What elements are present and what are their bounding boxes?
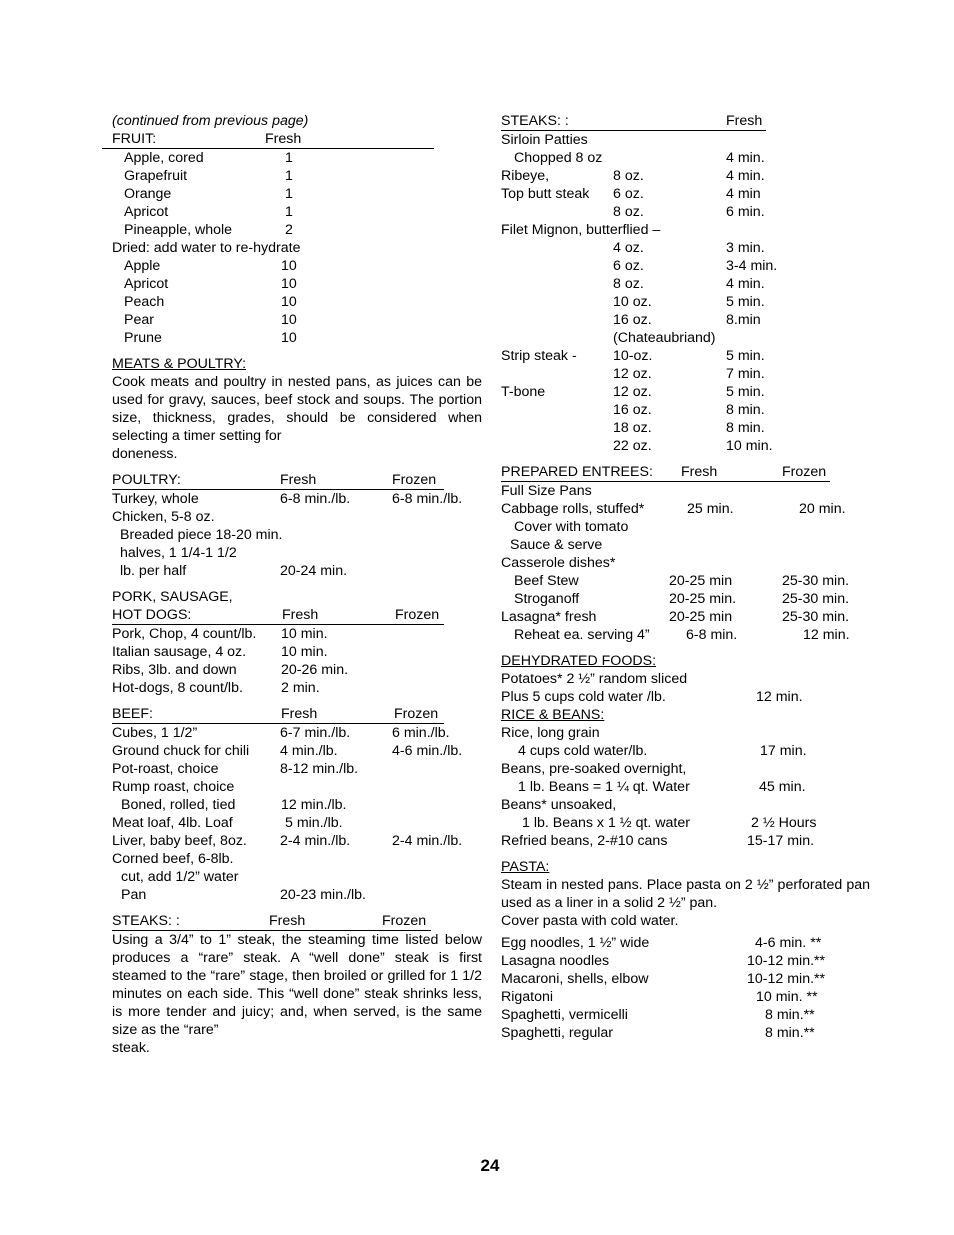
table-row: 4 oz. 3 min. [613, 240, 765, 256]
table-row: Ground chuck for chili 4 min./lb. 4-6 min./lb. [112, 743, 463, 759]
table-row: Macaroni, shells, elbow 10-12 min.** [501, 971, 826, 987]
page-number: 24 [480, 1156, 500, 1175]
entrees-header: PREPARED ENTREES: Fresh Frozen [501, 463, 830, 482]
table-row: 1 lb. Beans = 1 ¼ qt. Water 45 min. [518, 779, 806, 795]
table-row: Potatoes* 2 ½” random sliced [501, 671, 688, 687]
pork-header-line1: PORK, SAUSAGE, [112, 589, 233, 605]
table-row: 8 oz. 4 min. [613, 276, 765, 292]
steaks-header-left: STEAKS: : Fresh Frozen [112, 912, 431, 931]
beef-header: BEEF: Fresh Frozen [112, 705, 444, 724]
table-row: cut, add 1/2” water [121, 869, 239, 885]
table-row: Hot-dogs, 8 count/lb. 2 min. [112, 680, 320, 696]
table-row: Pan 20-23 min./lb. [121, 887, 366, 903]
poultry-header: POULTRY: Fresh Frozen [112, 471, 444, 490]
table-row: 22 oz. 10 min. [613, 438, 773, 454]
steaks-header-right: STEAKS: : Fresh [501, 112, 766, 131]
table-row: 4 cups cold water/lb. 17 min. [518, 743, 807, 759]
table-row: Beef Stew 20-25 min 25-30 min. [514, 573, 850, 589]
meats-paragraph: Cook meats and poultry in nested pans, as juices can be used for gravy, sauces, beef stock and soups. The portion size, thickness, grades, should be considered when selecting a timer setting for [112, 374, 482, 444]
table-row: Casserole dishes* [501, 555, 616, 571]
table-row: Corned beef, 6-8lb. [112, 851, 234, 867]
table-row: Breaded piece 18-20 min. [120, 527, 283, 543]
table-row: Grapefruit 1 [124, 168, 293, 184]
table-row: Pear 10 [124, 312, 297, 328]
continued-note: (continued from previous page) [112, 113, 309, 129]
table-row: 6 oz. 3-4 min. [613, 258, 778, 274]
table-row: Lasagna noodles 10-12 min.** [501, 953, 826, 969]
table-row: Orange 1 [124, 186, 293, 202]
table-row: (Chateaubriand) [613, 330, 716, 346]
table-row: Rice, long grain [501, 725, 600, 741]
table-row: Beans* unsoaked, [501, 797, 617, 813]
table-row: Filet Mignon, butterflied – [501, 222, 661, 238]
fruit-fresh-header: Fresh [265, 131, 302, 147]
table-row: Spaghetti, vermicelli 8 min.** [501, 1007, 815, 1023]
table-row: 10 oz. 5 min. [613, 294, 765, 310]
right-column [501, 112, 873, 1042]
table-row: Refried beans, 2-#10 cans 15-17 min. [501, 833, 815, 849]
table-row: Peach 10 [124, 294, 297, 310]
table-row: Apricot 1 [124, 204, 293, 220]
dehydrated-title: DEHYDRATED FOODS: [501, 653, 657, 669]
table-row: Chopped 8 oz 4 min. [514, 150, 765, 166]
table-row: Ribs, 3lb. and down 20-26 min. [112, 662, 349, 678]
table-row: Chicken, 5-8 oz. [112, 509, 215, 525]
fruit-header [102, 130, 434, 149]
table-row: Italian sausage, 4 oz. 10 min. [112, 644, 328, 660]
meats-paragraph-end: doneness. [112, 446, 178, 462]
table-row: Cubes, 1 1/2” 6-7 min./lb. 6 min./lb. [112, 725, 450, 741]
table-row: Beans, pre-soaked overnight, [501, 761, 687, 777]
table-row: Stroganoff 20-25 min. 25-30 min. [514, 591, 850, 607]
table-row: Sirloin Patties [501, 132, 588, 148]
table-row: 1 lb. Beans x 1 ½ qt. water 2 ½ Hours [522, 815, 817, 831]
table-row: 16 oz. 8 min. [613, 402, 765, 418]
table-row: Prune 10 [124, 330, 297, 346]
table-row: Egg noodles, 1 ½” wide 4-6 min. ** [501, 935, 822, 951]
fruit-title: FRUIT: [112, 131, 157, 147]
table-row: Meat loaf, 4lb. Loaf 5 min./lb. [112, 815, 343, 831]
meats-title: MEATS & POULTRY: [112, 356, 247, 372]
table-row: 8 oz. 6 min. [613, 204, 765, 220]
steaks-paragraph-end: steak. [112, 1040, 150, 1056]
table-row: Lasagna* fresh 20-25 min 25-30 min. [501, 609, 850, 625]
table-row: Boned, rolled, tied 12 min./lb. [121, 797, 347, 813]
table-row: Spaghetti, regular 8 min.** [501, 1025, 815, 1041]
steaks-paragraph: Using a 3/4” to 1” steak, the steaming time listed below produces a “rare” steak. A “well done” steak is first steamed to the “rare” stage, then broiled or grilled for 1 1/2 minutes on each side. This “well done” steak shrinks less, is more tender and juicy; and, when served, is the same size as the “rare” [112, 932, 482, 1038]
pasta-paragraph: Steam in nested pans. Place pasta on 2 ½” perforated pan used as a liner in a solid 2 ½” pan. [501, 877, 870, 911]
table-row: Ribeye, 8 oz. 4 min. [501, 168, 765, 184]
table-row: Apricot 10 [124, 276, 297, 292]
table-row: Reheat ea. serving 4” 6-8 min. 12 min. [514, 627, 850, 643]
pasta-title: PASTA: [501, 859, 550, 875]
rice-title: RICE & BEANS: [501, 707, 605, 723]
table-row: Cabbage rolls, stuffed* 25 min. 20 min. [501, 501, 846, 517]
table-row: 16 oz. 8.min [613, 312, 761, 328]
pork-header: HOT DOGS: Fresh Frozen [112, 606, 444, 625]
table-row: Turkey, whole 6-8 min./lb. 6-8 min./lb. [112, 491, 463, 507]
table-row: Plus 5 cups cold water /lb. 12 min. [501, 689, 803, 705]
table-row: Full Size Pans [501, 483, 592, 499]
table-row: 12 oz. 7 min. [613, 366, 765, 382]
table-row: halves, 1 1/4-1 1/2 [120, 545, 237, 561]
table-row: lb. per half 20-24 min. [120, 563, 348, 579]
table-row: 18 oz. 8 min. [613, 420, 765, 436]
table-row: Sauce & serve [510, 537, 603, 553]
table-row: T-bone 12 oz. 5 min. [501, 384, 765, 400]
table-row: Cover with tomato [514, 519, 629, 535]
table-row: Apple 10 [124, 258, 297, 274]
table-row: Apple, cored 1 [124, 150, 293, 166]
table-row: Top butt steak 6 oz. 4 min [501, 186, 761, 202]
pasta-paragraph-end: Cover pasta with cold water. [501, 913, 679, 929]
table-row: Strip steak - 10-oz. 5 min. [501, 348, 765, 364]
left-column [112, 112, 482, 1057]
table-row: Pork, Chop, 4 count/lb. 10 min. [112, 626, 328, 642]
dried-note: Dried: add water to re-hydrate [112, 240, 301, 256]
table-row: Liver, baby beef, 8oz. 2-4 min./lb. 2-4 min./lb. [112, 833, 463, 849]
table-row: Rigatoni 10 min. ** [501, 989, 818, 1005]
table-row: Pineapple, whole 2 [124, 222, 293, 238]
table-row: Pot-roast, choice 8-12 min./lb. [112, 761, 359, 777]
table-row: Rump roast, choice [112, 779, 235, 795]
